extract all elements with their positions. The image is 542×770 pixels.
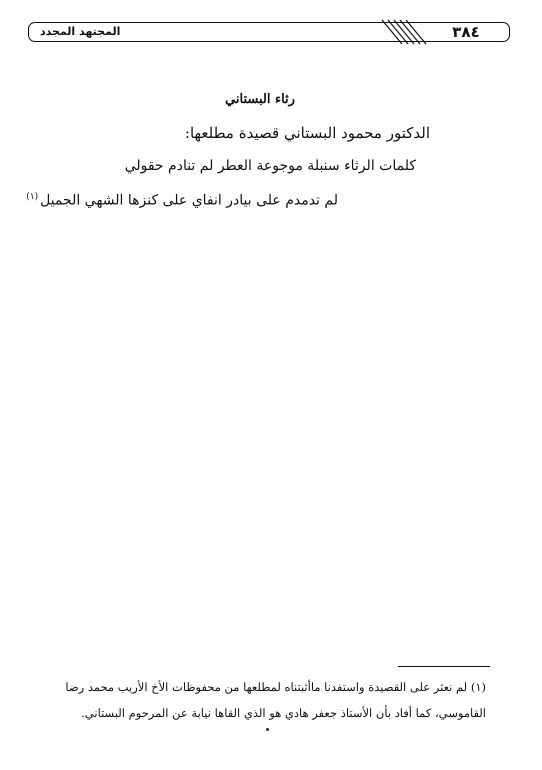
header-hatch-ornament <box>380 18 428 46</box>
footnote-marker: (١) <box>26 192 39 202</box>
intro-line: الدكتور محمود البستاني قصيدة مطلعها: <box>184 124 430 142</box>
page-number: ٣٨٤ <box>452 23 480 41</box>
verse-line-2-text: لم تدمدم على بيادر انفاي على كنزها الشهي الجميل <box>40 192 338 209</box>
footnote-line-2: القاموسي، كما أفاد بأن الأستاذ جعفر هادي هو الذي القاها نيابة عن المرحوم البستاني. <box>81 706 486 720</box>
verse-line-2 <box>26 192 338 209</box>
footnote-line-1: (١) لم نعثر على القصيدة واستفدنا ماأثبتناه لمطلعها من محفوظات الأخ الأريب محمد رضا <box>65 680 486 694</box>
running-title: المجتهد المجدد <box>40 25 121 38</box>
page-dot <box>266 728 269 731</box>
section-title: رثاء البستاني <box>225 92 295 107</box>
verse-line-1: كلمات الرثاء سنبلة موجوعة العطر لم تنادم حقولي <box>124 158 416 174</box>
footnote-rule <box>398 666 490 667</box>
